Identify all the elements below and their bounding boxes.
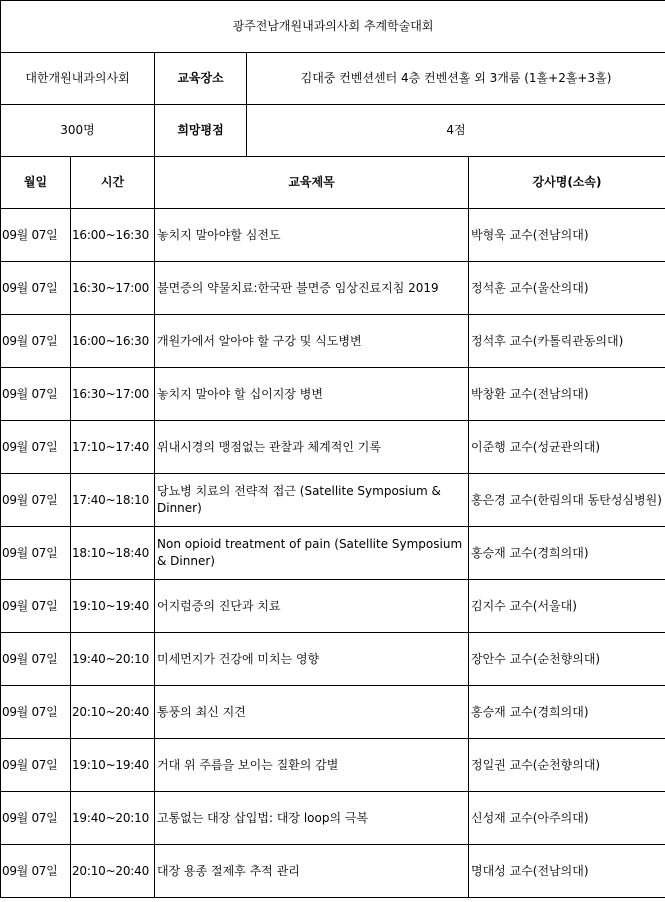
organizer: 대한개원내과의사회 (1, 53, 155, 105)
info-row-venue (1, 53, 665, 105)
cell-lecturer: 김지수 교수(서울대) (469, 580, 665, 633)
table-row (1, 262, 665, 315)
header-time: 시간 (71, 157, 155, 209)
table-row (1, 845, 665, 898)
header-lecturer: 강사명(소속) (469, 157, 665, 209)
cell-time: 16:00~16:30 (71, 209, 155, 262)
cell-lecturer: 정일권 교수(순천향의대) (469, 739, 665, 792)
cell-time: 18:10~18:40 (71, 527, 155, 580)
table-row (1, 474, 665, 527)
cell-topic: 거대 위 주름을 보이는 질환의 감별 (155, 739, 469, 792)
table-row (1, 686, 665, 739)
cell-date: 09월 07일 (1, 792, 71, 845)
cell-time: 19:40~20:10 (71, 792, 155, 845)
table-row (1, 739, 665, 792)
table-row (1, 421, 665, 474)
cell-topic: 놓치지 말아야 할 십이지장 병변 (155, 368, 469, 421)
cell-time: 16:30~17:00 (71, 368, 155, 421)
table-row (1, 527, 665, 580)
table-row (1, 792, 665, 845)
venue-value: 김대중 컨벤션센터 4층 컨벤션홀 외 3개룸 (1홀+2홀+3홀) (247, 53, 665, 105)
cell-topic: 대장 용종 절제후 추적 관리 (155, 845, 469, 898)
table-row (1, 633, 665, 686)
cell-topic: 놓치지 말아야할 심전도 (155, 209, 469, 262)
cell-lecturer: 홍승재 교수(경희의대) (469, 527, 665, 580)
cell-topic: 위내시경의 맹점없는 관찰과 체계적인 기록 (155, 421, 469, 474)
cell-lecturer: 박창환 교수(전남의대) (469, 368, 665, 421)
cell-topic: 개원가에서 알아야 할 구강 및 식도병변 (155, 315, 469, 368)
cell-date: 09월 07일 (1, 368, 71, 421)
credits-label: 희망평점 (155, 105, 247, 157)
cell-lecturer: 신성재 교수(아주의대) (469, 792, 665, 845)
cell-lecturer: 홍은경 교수(한림의대 동탄성심병원) (469, 474, 665, 527)
cell-lecturer: 장안수 교수(순천향의대) (469, 633, 665, 686)
cell-time: 16:00~16:30 (71, 315, 155, 368)
cell-date: 09월 07일 (1, 845, 71, 898)
page-title: 광주전남개원내과의사회 추계학술대회 (1, 1, 665, 53)
cell-topic: 미세먼지가 건강에 미치는 영향 (155, 633, 469, 686)
cell-date: 09월 07일 (1, 527, 71, 580)
cell-topic: 당뇨병 치료의 전략적 접근 (Satellite Symposium & Dinner) (155, 474, 469, 527)
cell-lecturer: 정석훈 교수(울산의대) (469, 262, 665, 315)
header-topic: 교육제목 (155, 157, 469, 209)
credits-value: 4점 (247, 105, 665, 157)
cell-date: 09월 07일 (1, 686, 71, 739)
cell-date: 09월 07일 (1, 633, 71, 686)
cell-topic: 고통없는 대장 삽입법: 대장 loop의 극복 (155, 792, 469, 845)
cell-lecturer: 박형욱 교수(전남의대) (469, 209, 665, 262)
cell-lecturer: 명대성 교수(전남의대) (469, 845, 665, 898)
title-row (1, 1, 665, 53)
cell-time: 19:40~20:10 (71, 633, 155, 686)
cell-date: 09월 07일 (1, 262, 71, 315)
cell-time: 17:40~18:10 (71, 474, 155, 527)
cell-date: 09월 07일 (1, 580, 71, 633)
cell-time: 16:30~17:00 (71, 262, 155, 315)
cell-time: 19:10~19:40 (71, 580, 155, 633)
cell-topic: 어지럼증의 진단과 치료 (155, 580, 469, 633)
header-row (1, 157, 665, 209)
cell-topic: Non opioid treatment of pain (Satellite Symposium & Dinner) (155, 527, 469, 580)
table-row (1, 580, 665, 633)
info-row-capacity (1, 105, 665, 157)
cell-time: 20:10~20:40 (71, 686, 155, 739)
cell-date: 09월 07일 (1, 209, 71, 262)
cell-topic: 불면증의 약물치료:한국판 불면증 임상진료지침 2019 (155, 262, 469, 315)
table-row (1, 368, 665, 421)
cell-time: 17:10~17:40 (71, 421, 155, 474)
cell-time: 19:10~19:40 (71, 739, 155, 792)
cell-topic: 통풍의 최신 지견 (155, 686, 469, 739)
cell-time: 20:10~20:40 (71, 845, 155, 898)
cell-lecturer: 이준행 교수(성균관의대) (469, 421, 665, 474)
cell-lecturer: 홍승재 교수(경희의대) (469, 686, 665, 739)
venue-label: 교육장소 (155, 53, 247, 105)
table-row (1, 209, 665, 262)
cell-date: 09월 07일 (1, 421, 71, 474)
header-date: 월일 (1, 157, 71, 209)
table-row (1, 315, 665, 368)
cell-date: 09월 07일 (1, 315, 71, 368)
cell-date: 09월 07일 (1, 739, 71, 792)
capacity: 300명 (1, 105, 155, 157)
cell-date: 09월 07일 (1, 474, 71, 527)
cell-lecturer: 정석후 교수(카톨릭관동의대) (469, 315, 665, 368)
